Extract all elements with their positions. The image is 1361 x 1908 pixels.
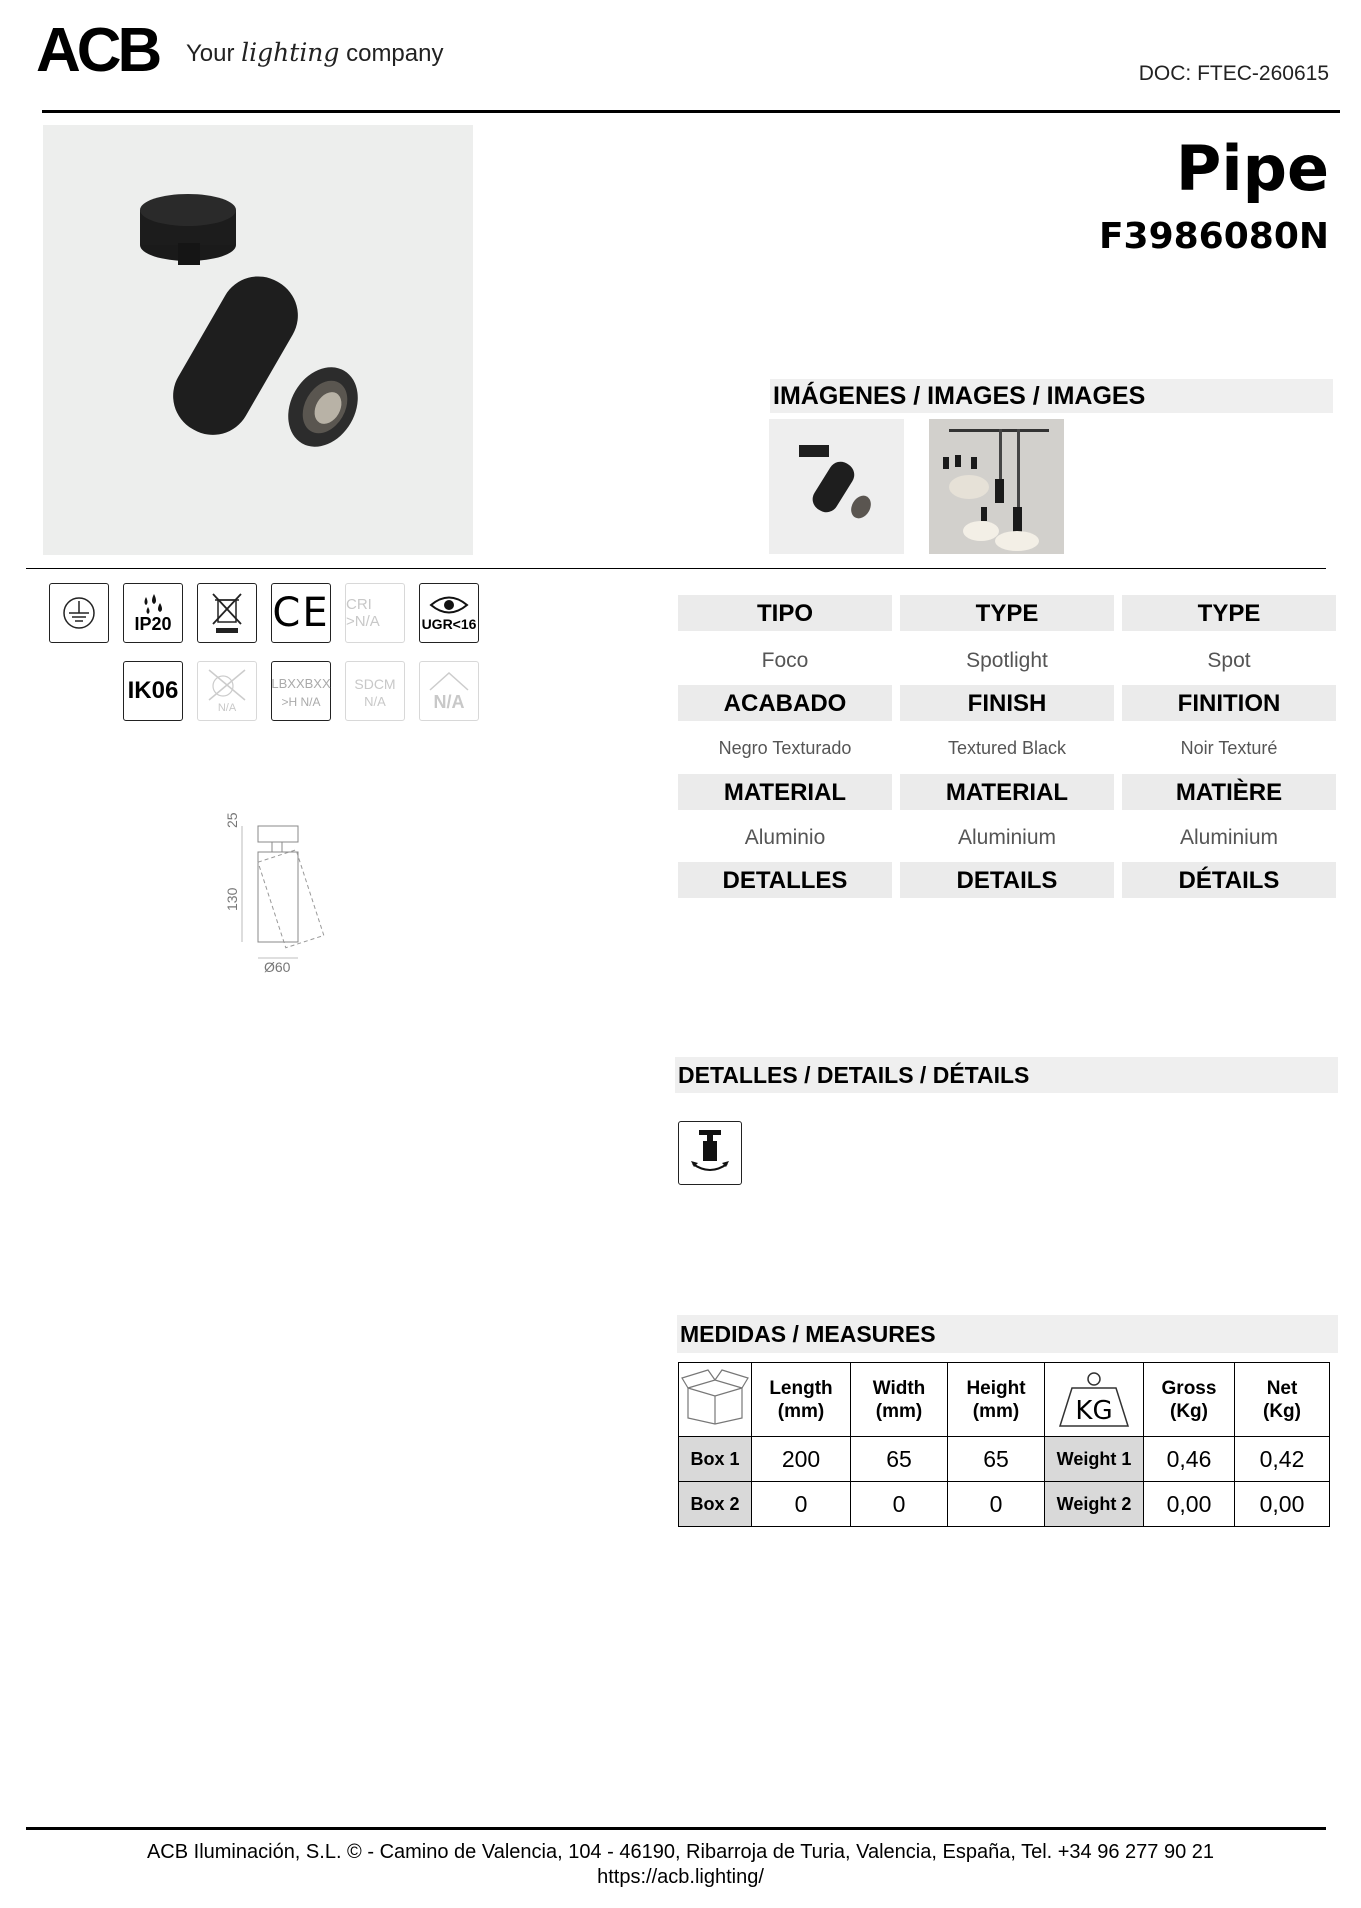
col-height-title: Height xyxy=(966,1377,1026,1399)
ip-rating-icon xyxy=(123,583,183,643)
table-row xyxy=(679,1437,1330,1482)
spec-value-en-material: Aluminium xyxy=(957,826,1057,849)
images-section-title: IMÁGENES / IMAGES / IMAGES xyxy=(770,379,1333,413)
box-1-height: 65 xyxy=(948,1437,1045,1482)
col-height-header xyxy=(948,1363,1045,1437)
spec-value-es-material: Aluminio xyxy=(744,826,826,849)
logo-tagline xyxy=(186,38,443,68)
spec-header-fr-finish: FINITION xyxy=(1122,685,1336,721)
photobiological-label: N/A xyxy=(433,691,465,712)
water-drops-icon xyxy=(138,593,168,615)
measures-section-title: MEDIDAS / MEASURES xyxy=(677,1315,1338,1353)
ce-mark-label: CE xyxy=(272,590,330,636)
table-row xyxy=(679,1482,1330,1527)
col-height-unit: (mm) xyxy=(972,1400,1020,1422)
ce-mark-icon xyxy=(271,583,331,643)
box-2-gross: 0,00 xyxy=(1144,1482,1235,1527)
spec-header-fr-material: MATIÈRE xyxy=(1122,774,1336,810)
dimmable-na-label: N/A xyxy=(217,702,237,714)
spec-header-en-material: MATERIAL xyxy=(900,774,1114,810)
sdcm-bottom-label: N/A xyxy=(364,693,386,709)
weight-2-label: Weight 2 xyxy=(1045,1482,1144,1527)
ik-rating-label: IK06 xyxy=(127,677,179,704)
col-net-unit: (Kg) xyxy=(1263,1400,1301,1422)
col-width-title: Width xyxy=(872,1377,926,1399)
sdcm-icon xyxy=(345,661,405,721)
box-2-width: 0 xyxy=(851,1482,948,1527)
spec-header-es-finish: ACABADO xyxy=(678,685,892,721)
spec-header-fr-type: TYPE xyxy=(1122,595,1336,631)
footer-address: ACB Iluminación, S.L. © - Camino de Valencia, 104 - 46190, Ribarroja de Turia, Valencia, España, Tel. +34 96 277 90 21 xyxy=(146,1841,1215,1863)
col-length-header xyxy=(752,1363,851,1437)
spec-value-fr-material: Aluminium xyxy=(1179,826,1279,849)
box-2-net: 0,00 xyxy=(1235,1482,1330,1527)
dimmable-na-icon xyxy=(197,661,257,721)
spec-header-en-type: TYPE xyxy=(900,595,1114,631)
table-header-row xyxy=(679,1363,1330,1437)
box-1-length: 200 xyxy=(752,1437,851,1482)
dim-top-label: 25 xyxy=(224,812,240,828)
box-1-gross: 0,46 xyxy=(1144,1437,1235,1482)
spec-header-es-details: DETALLES xyxy=(678,862,892,898)
spec-header-es-type: TIPO xyxy=(678,595,892,631)
measures-table xyxy=(678,1362,1330,1527)
col-width-header xyxy=(851,1363,948,1437)
box-2-length: 0 xyxy=(752,1482,851,1527)
top-divider xyxy=(42,110,1340,113)
lumen-maintenance-icon xyxy=(271,661,331,721)
product-code: F3986080N xyxy=(1098,216,1329,257)
spec-value-en-type: Spotlight xyxy=(966,649,1048,672)
adjustable-tilt-icon xyxy=(678,1121,742,1185)
product-hero-image xyxy=(43,125,473,555)
weight-1-label: Weight 1 xyxy=(1045,1437,1144,1482)
box-2-height: 0 xyxy=(948,1482,1045,1527)
spec-value-en-finish: Textured Black xyxy=(947,738,1067,758)
footer-divider xyxy=(26,1827,1326,1830)
thumbnail-ambient[interactable] xyxy=(929,419,1064,554)
kg-label: KG xyxy=(1075,1395,1113,1426)
ip-rating-label: IP20 xyxy=(134,614,172,634)
photobiological-icon xyxy=(419,661,479,721)
col-net-title: Net xyxy=(1266,1377,1298,1399)
tagline-pre: Your xyxy=(186,40,235,67)
dim-diameter-label: Ø60 xyxy=(264,959,291,975)
weee-bin-icon xyxy=(197,583,257,643)
cri-label: CRI >N/A xyxy=(346,596,380,630)
middle-divider xyxy=(26,568,1326,569)
cri-icon xyxy=(345,583,405,643)
ugr-label: UGR<16 xyxy=(421,616,477,632)
product-name: Pipe xyxy=(1175,132,1329,205)
spec-header-fr-details: DÉTAILS xyxy=(1122,862,1336,898)
col-length-title: Length xyxy=(769,1377,833,1399)
footer-website-link[interactable]: https://acb.lighting/ xyxy=(597,1866,764,1888)
spec-header-en-finish: FINISH xyxy=(900,685,1114,721)
spec-value-es-type: Foco xyxy=(761,649,809,672)
box-2-label: Box 2 xyxy=(679,1482,752,1527)
details-section-title: DETALLES / DETAILS / DÉTAILS xyxy=(675,1057,1338,1093)
lb-top-label: LBXXBXX xyxy=(271,676,331,691)
spec-value-fr-finish: Noir Texturé xyxy=(1180,738,1278,758)
spec-header-es-material: MATERIAL xyxy=(678,774,892,810)
col-length-unit: (mm) xyxy=(777,1400,825,1422)
spec-value-fr-type: Spot xyxy=(1207,649,1251,672)
kg-weight-icon xyxy=(1045,1363,1144,1437)
tagline-script: lighting xyxy=(241,38,340,67)
col-width-unit: (mm) xyxy=(875,1400,923,1422)
ik-rating-icon xyxy=(123,661,183,721)
dim-height-label: 130 xyxy=(224,887,240,911)
ugr-eye-icon xyxy=(419,583,479,643)
tagline-post: company xyxy=(346,40,444,67)
acb-logo: ACB xyxy=(36,16,159,85)
box-icon xyxy=(679,1363,752,1437)
spec-header-en-details: DETAILS xyxy=(900,862,1114,898)
doc-code: DOC: FTEC-260615 xyxy=(1138,62,1329,85)
spec-value-es-finish: Negro Texturado xyxy=(718,738,852,758)
lb-bottom-label: >H N/A xyxy=(281,695,321,709)
col-gross-unit: (Kg) xyxy=(1170,1400,1208,1422)
earth-ground-icon xyxy=(49,583,109,643)
thumbnail-product[interactable] xyxy=(769,419,904,554)
col-gross-title: Gross xyxy=(1161,1377,1217,1399)
sdcm-top-label: SDCM xyxy=(354,675,396,692)
box-1-net: 0,42 xyxy=(1235,1437,1330,1482)
col-gross-header xyxy=(1144,1363,1235,1437)
box-1-width: 65 xyxy=(851,1437,948,1482)
col-net-header xyxy=(1235,1363,1330,1437)
box-1-label: Box 1 xyxy=(679,1437,752,1482)
